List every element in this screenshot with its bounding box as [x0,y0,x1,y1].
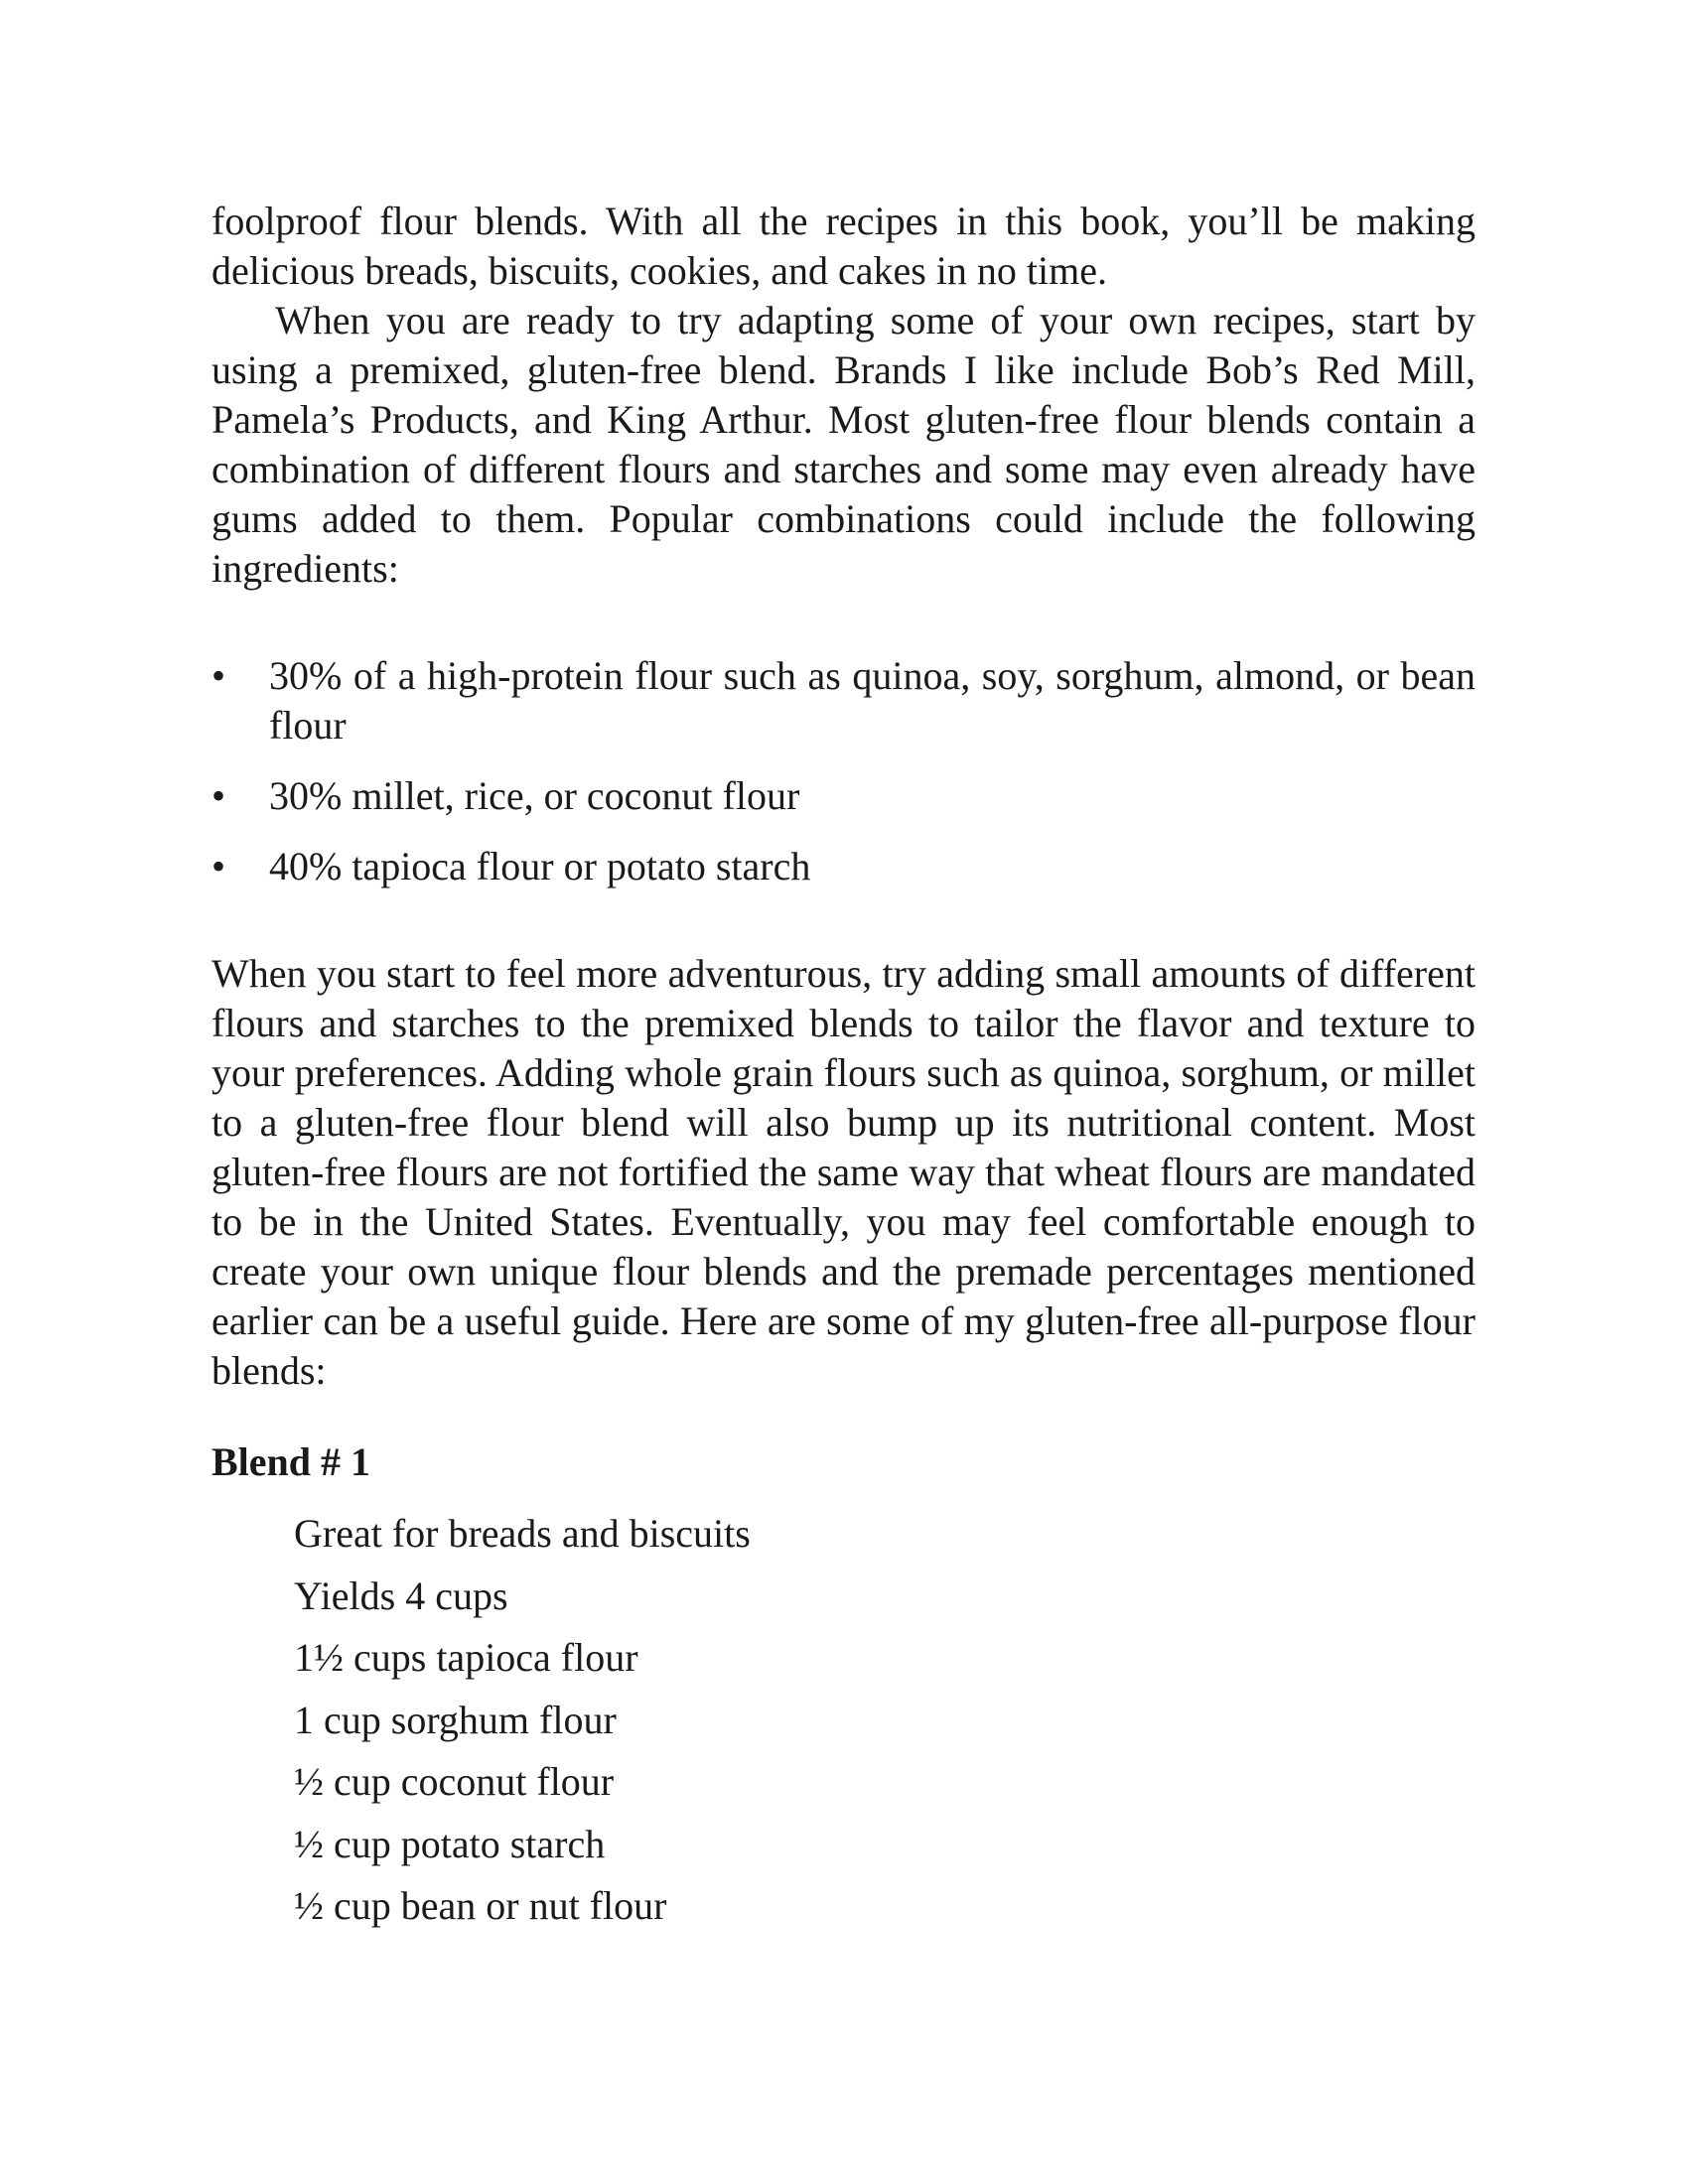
blend-recipe-lines [294,1509,1476,1931]
page-content [211,197,1476,1944]
blend-heading: Blend # 1 [211,1439,371,1484]
bullet-glyph: • [211,653,226,698]
blend-line: 1½ cups tapioca flour [294,1635,638,1680]
blend-line: Great for breads and biscuits [294,1511,751,1556]
paragraph-adventurous: When you start to feel more adventurous, try adding small amounts of different flours and starches to the premixed blends to tailor the flavor and texture to your preferences. Adding whole grain flours such as quinoa, sorghum, or millet to a gluten-free flour blend will also bump up its nutritional content. Most gluten-free flours are not fortified the same way that wheat flours are mandated to be in the United States. Eventually, you may feel comfortable enough to create your own unique flour blends and the premade percentages mentioned earlier can be a useful guide. Here are some of my gluten-free all-purpose flour blends: [211,951,1476,1393]
list-item [211,651,1476,751]
bullet-glyph: • [211,844,226,888]
ingredient-percentages-list [211,651,1476,891]
list-item [211,842,1476,891]
list-item-text: 40% tapioca flour or potato starch [269,844,811,888]
list-item-text: 30% millet, rice, or coconut flour [269,773,800,818]
paragraph-intro-continuation: foolproof flour blends. With all the recipes in this book, you’ll be making delicious breads, biscuits, cookies, and cakes in no time. [211,199,1476,293]
blend-line: ½ cup coconut flour [294,1759,615,1804]
bullet-glyph: • [211,773,226,818]
blend-line: 1 cup sorghum flour [294,1697,617,1742]
list-item-text: 30% of a high-protein flour such as quinoa, soy, sorghum, almond, or bean flour [269,653,1476,748]
blend-line: ½ cup bean or nut flour [294,1883,667,1928]
list-item [211,771,1476,821]
paragraph-premixed-blends: When you are ready to try adapting some of your own recipes, start by using a premixed, gluten-free blend. Brands I like include Bob’s Red Mill, Pamela’s Products, and King Arthur. Most gluten-free flour blends contain a combination of different flours and starches and some may even already have gums added to them. Popular combinations could include the following ingredients: [211,298,1476,591]
blend-line: Yields 4 cups [294,1572,508,1618]
blend-line: ½ cup potato starch [294,1821,606,1866]
